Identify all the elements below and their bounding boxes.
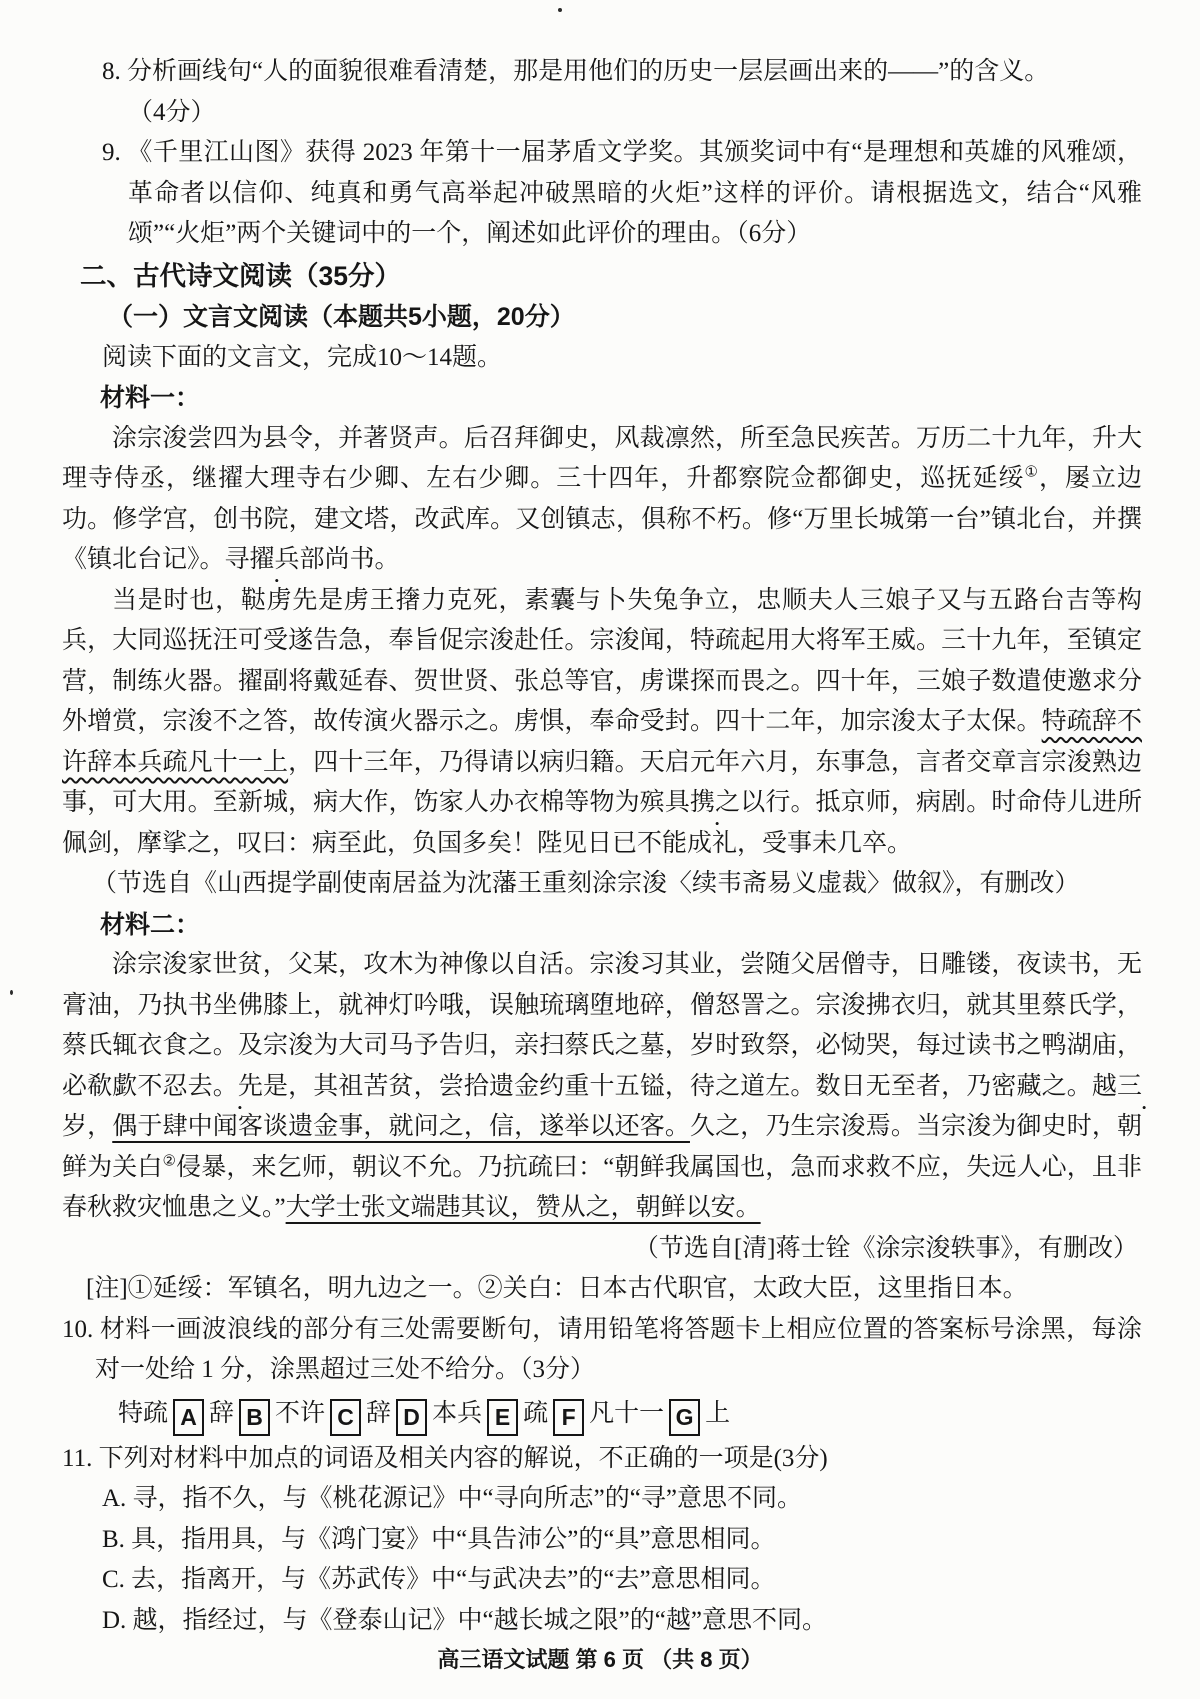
reading-instruction bbox=[102, 338, 1142, 379]
question-11 bbox=[62, 1439, 1142, 1480]
scan-speck bbox=[558, 8, 562, 12]
text-segment: 涂宗浚尝四为县令，并著贤声。后召拜御史，风裁凛然，所至急民疾苦。万历二十九年，升大理寺侍丞，继擢大理寺右少卿、左右少卿。三十四年，升都察院佥都御史，巡抚延绥 bbox=[62, 424, 1142, 493]
page-footer: 高三语文试题 第 6 页 （共 8 页） bbox=[437, 1646, 763, 1672]
answer-box-A: A bbox=[173, 1399, 204, 1436]
answer-box-G: G bbox=[669, 1399, 700, 1436]
emphasis-dot-char: 寻 bbox=[224, 546, 250, 574]
material-2-para-1 bbox=[62, 945, 1142, 1229]
text-segment: 特疏 bbox=[118, 1399, 169, 1427]
answer-box-F: F bbox=[553, 1399, 584, 1436]
text-segment: （一）文言文阅读（本题共5小题，20分） bbox=[108, 303, 575, 332]
text-segment: ，屡立边功。修学宫，创书院，建文塔，改武库。又创镇志，俱称不朽。修“万里长城第一台”镇北台，并撰《镇北台记》。 bbox=[62, 465, 1142, 574]
text-segment: ，四十三年，乃得请以病归籍。天启元年六月，东事急，言者交章言宗浚熟边事，可大用。至新城，病大作，饬家人办衣棉等物为殡 bbox=[62, 748, 1142, 817]
text-segment: 9. 《千里江山图》获得 2023 年第十一届茅盾文学奖。其颁奖词中有“是理想和英雄的风雅颂，革命者以信仰、纯真和勇气高举起冲破黑暗的火炬”这样的评价。请根据选文，结合“风雅颂”“火炬”两个关键词中的一个，阐述如此评价的理由。（6分） bbox=[102, 139, 1142, 247]
text-segment: 三岁， bbox=[62, 1072, 1142, 1141]
exam-content bbox=[62, 52, 1142, 1641]
text-segment: 辞 bbox=[209, 1399, 235, 1427]
option-a bbox=[102, 1479, 1142, 1520]
text-segment: 二、古代诗文阅读（35分） bbox=[80, 260, 401, 291]
material-1-label bbox=[100, 378, 1142, 419]
answer-box-B: B bbox=[239, 1399, 270, 1436]
text-segment: 涂宗浚家世贫，父某，攻木为神像以自活。宗浚习其业，尝随父居僧寺，日雕镂，夜读书，无膏油，乃执书坐佛膝上，就神灯吟哦，误触琉璃堕地碎，僧怒詈之。宗浚拂衣归，就其里蔡氏学，蔡氏辄衣食之。及宗浚为大司马予告归，亲扫蔡氏之墓，岁时致祭，必恸哭，每过读书之鸭湖庙，必欷歔不忍 bbox=[62, 951, 1142, 1100]
question-9 bbox=[102, 133, 1142, 255]
section-heading bbox=[80, 255, 1142, 298]
subsection-heading bbox=[108, 297, 1142, 338]
footnote-marker: ② bbox=[162, 1153, 177, 1170]
text-segment: [注]①延绥：军镇名，明九边之一。②关白：日本古代职官，太政大臣，这里指日本。 bbox=[86, 1275, 1028, 1303]
wavy-underline-segment: 特疏辞不许辞本兵疏凡十一上 bbox=[62, 708, 1142, 776]
answer-box-C: C bbox=[330, 1399, 361, 1436]
text-segment: 阅读下面的文言文，完成10～14题。 bbox=[102, 343, 503, 371]
answer-box-D: D bbox=[396, 1399, 427, 1436]
text-segment: 携之以行。抵京师，病剧。时命侍儿进所佩剑，摩挲之，叹曰：病至此，负国多矣！陛见日已不能成礼，受事未几卒。 bbox=[62, 789, 1142, 857]
footnote bbox=[86, 1269, 1142, 1310]
material-1-para-1 bbox=[62, 419, 1142, 581]
text-segment: 辞 bbox=[366, 1399, 392, 1427]
footnote-marker: ① bbox=[1024, 465, 1039, 482]
text-segment: 擢兵部尚书。 bbox=[249, 546, 400, 574]
question-10 bbox=[62, 1310, 1142, 1391]
text-segment: 上 bbox=[705, 1399, 731, 1427]
text-segment: D. 越，指经过，与《登泰山记》中“越长城之限”的“越”意思不同。 bbox=[102, 1606, 827, 1634]
text-segment: （节选自《山西提学副使南居益为沈藩王重刻涂宗浚〈续韦斋易义虚裁〉做叙》，有删改） bbox=[92, 870, 1080, 898]
option-c bbox=[102, 1560, 1142, 1601]
underline-segment: 大学士张文端韪其议，赞从之，朝鲜以安。 bbox=[285, 1194, 761, 1222]
sentence-break-line bbox=[118, 1391, 1142, 1439]
text-segment: 11. 下列对材料中加点的词语及相关内容的解说，不正确的一项是(3分) bbox=[62, 1444, 828, 1472]
text-segment: （4分） bbox=[128, 98, 216, 126]
text-segment: B. 具，指用具，与《鸿门宴》中“具告沛公”的“具”意思相同。 bbox=[102, 1525, 776, 1553]
text-segment: 疏 bbox=[523, 1399, 549, 1427]
option-d bbox=[102, 1601, 1142, 1642]
text-segment: 本兵 bbox=[432, 1399, 483, 1427]
text-segment: 。先是，其祖苦贫，尝拾遗金约重十五镒，待之道左。数日无至者，乃密藏之。 bbox=[212, 1072, 1092, 1100]
text-segment: 凡十一 bbox=[589, 1399, 665, 1427]
text-segment: 材料一： bbox=[100, 384, 201, 413]
answer-box-E: E bbox=[487, 1399, 518, 1436]
text-segment: 侵暴，来乞师，朝议不允。乃抗疏曰：“朝鲜我属国也，急而求救不应，失远人心，且非春秋救灾恤患之义。” bbox=[62, 1153, 1142, 1222]
question-8 bbox=[102, 52, 1142, 133]
text-segment: 材料二： bbox=[100, 910, 201, 939]
emphasis-dot-char: 越 bbox=[1091, 1072, 1117, 1100]
underline-segment: 偶于肆中闻客谈遗金事，就问之，信，遂举以还客。 bbox=[112, 1113, 690, 1141]
text-segment: 8. 分析画线句“人的面貌很难看清楚，那是用他们的历史一层层画出来的——”的含义。 bbox=[102, 58, 1050, 85]
text-segment: A. 寻，指不久，与《桃花源记》中“寻向所志”的“寻”意思不同。 bbox=[102, 1485, 802, 1513]
text-segment: （节选自[清]蒋士铨《涂宗浚轶事》，有删改） bbox=[633, 1234, 1138, 1262]
text-segment: 久之，乃生宗浚焉。当宗浚为御史时，朝鲜为关白 bbox=[62, 1113, 1142, 1181]
material-1-para-2 bbox=[62, 581, 1142, 865]
scan-speck bbox=[10, 990, 13, 995]
material-1-source bbox=[92, 864, 1142, 905]
text-segment: 10. 材料一画波浪线的部分有三处需要断句，请用铅笔将答题卡上相应位置的答案标号涂黑，每涂对一处给 1 分，涂黑超过三处不给分。（3分） bbox=[62, 1315, 1142, 1384]
material-2-source bbox=[62, 1229, 1142, 1270]
text-segment: C. 去，指离开，与《苏武传》中“与武决去”的“去”意思相同。 bbox=[102, 1566, 776, 1594]
text-segment: 当是时也，鞑虏先是虏王撦力克死，素囊与卜失兔争立，忠顺夫人三娘子又与五路台吉等构兵，大同巡抚汪可受遂告急，奉旨促宗浚赴任。宗浚闻，特疏起用大将军王威。三十九年，至镇定营，制练火器。擢副将戴延春、贺世贤、张总等官，虏谍探而畏之。四十年，三娘子数遣使邀求分外增赏，宗浚不之答，故传演火器示之。虏惧，奉命受封。四十二年，加宗浚太子太保。 bbox=[62, 586, 1142, 736]
material-2-label bbox=[100, 905, 1142, 946]
option-b bbox=[102, 1520, 1142, 1561]
text-segment: 不许 bbox=[275, 1399, 326, 1427]
emphasis-dot-char: 去 bbox=[187, 1072, 213, 1100]
emphasis-dot-char: 具 bbox=[664, 789, 690, 817]
